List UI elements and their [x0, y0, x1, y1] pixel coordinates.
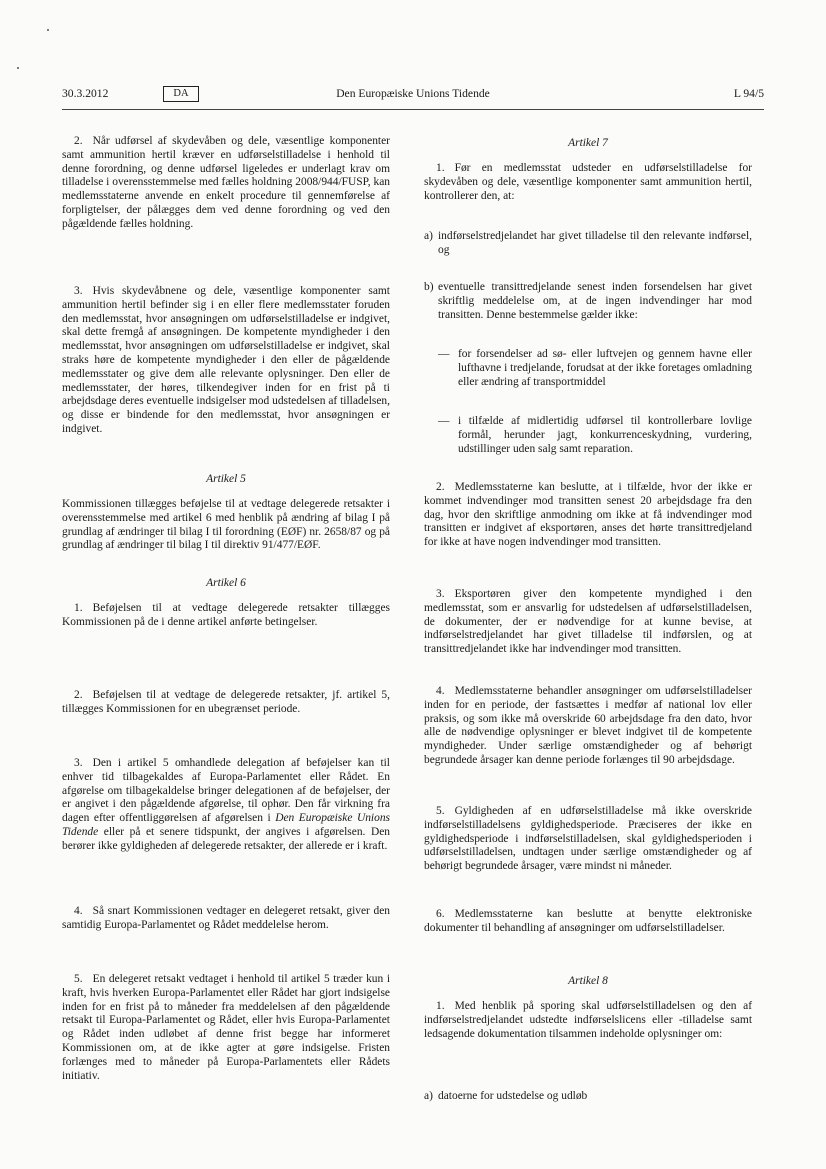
article-7-paragraph-4: 4. Medlemsstaterne behandler ansøgninger om udførselstilladelser inden for en periode, der fastsættes i medfør af national lov eller praksis, og som ikke må overskride 60 arbejdsdage fra den dato, hvor alle de nødvendige oplysninger er blevet indgivet til de kompetente myndigheder. Under særlige omstændigheder og af behørigt begrundede årsager kan denne periode forlænges til 90 arbejdsdage. — [424, 685, 752, 766]
article-7-indent-1: — for forsendelser ad sø- eller luftvejen og gennem havne eller lufthavne i tredjelande, forudsat at der ikke foretages omladning eller ændring af transportmiddel — [438, 348, 752, 388]
article-4-paragraph-3: 3. Hvis skydevåbnene og dele, væsentlige komponenter samt ammunition hertil befinder sig i en eller flere medlemsstater foruden den medlemsstat, hvor ansøgningen om udførselstilladelse er indgivet, skal dette fremgå af ansøgningen. De kompetente myndigheder i den medlemsstat, hvor ansøgningen om udførselstilladelse er indgivet, skal straks høre de kompetente myndigheder i den eller de pågældende medlemsstater og give dem alle relevante oplysninger. Den eller de medlemsstater, der høres, tilkendegiver inden for en frist på ti arbejdsdage deres eventuelle indsigelser mod udstedelsen af tilladelsen, og disse er bindende for den medlemsstat, hvor ansøgningen er indgivet. — [62, 285, 390, 435]
article-7-paragraph-3: 3. Eksportøren giver den kompetente myndighed i den medlemsstat, som er ansvarlig for udstedelsen af udførselstilladelsen, de dokumenter, der er nødvendige for at kunne bevise, at indførselstredjelandet har givet tilladelse til indførslen, og at transittredjelandet ikke har indvendinger mod transitten. — [424, 588, 752, 656]
article-4-paragraph-2: 2. Når udførsel af skydevåben og dele, væsentlige komponenter samt ammunition hertil kræver en udførselstilladelse i henhold til denne forordning, og denne udførsel ligeledes er underlagt krav om tilladelse i overensstemmelse med fælles holdning 2008/944/FUSP, kan medlemsstaterne anvende en enkelt procedure til gennemførelse af forpligtelser, der pålægges dem ved denne forordning og ved den pågældende fælles holdning. — [62, 135, 390, 230]
article-6-paragraph-2: 2. Beføjelsen til at vedtage de delegerede retsakter, jf. artikel 5, tillægges Kommissionen for en ubegrænset periode. — [62, 689, 390, 715]
article-6-paragraph-5: 5. En delegeret retsakt vedtaget i henhold til artikel 5 træder kun i kraft, hvis hverken Europa-Parlamentet eller Rådet har gjort indsigelse inden for en frist på to måneder fra meddelelsen af den pågældende retsakt til Europa-Parlamentet og Rådet, eller hvis Europa-Parlamentet og Rådet inden udløbet af denne frist begge har informeret Kommissionen om, at de ikke agter at gøre indsigelse. Fristen forlænges med to måneder på Europa-Parlamentets eller Rådets initiativ. — [62, 973, 390, 1082]
article-5-heading: Artikel 5 — [206, 473, 246, 485]
article-6-heading: Artikel 6 — [206, 577, 246, 589]
article-7-point-a: a) indførselstredjelandet har givet tilladelse til den relevante indførsel, og — [424, 230, 752, 256]
article-7-indent-2: — i tilfælde af midlertidig udførsel til kontrollerbare lovlige formål, herunder jagt, konkurrenceskydning, vurdering, udstillinger uden salg samt reparation. — [438, 415, 752, 455]
article-7-paragraph-5: 5. Gyldigheden af en udførselstilladelse må ikke overskride indførselstilladelsens gyldighedsperiode. Præciseres der ikke en gyldighedsperiode i indførselstilladelsen, skal gyldighedsperioden i udførselstilladelsen, undtagen under særlige omstændigheder og af behørigt begrundede årsager, være mindst ni måneder. — [424, 805, 752, 873]
article-6-paragraph-3: 3. Den i artikel 5 omhandlede delegation af beføjelser kan til enhver tid tilbagekaldes af Europa-Parlamentet eller Rådet. En afgørelse om tilbagekaldelse bringer delegationen af de beføjelser, der er angivet i den pågældende afgørelse, til ophør. Den får virkning fra dagen efter offentliggørelsen af afgørelsen i Den Europæiske Unions Tidende eller på et senere tidspunkt, der angives i afgørelsen. Den berører ikke gyldigheden af delegerede retsakter, der allerede er i kraft. — [62, 757, 390, 852]
journal-title: Den Europæiske Unions Tidende — [336, 87, 490, 100]
language-badge: DA — [163, 86, 199, 102]
article-7-paragraph-6: 6. Medlemsstaterne kan beslutte at benytte elektroniske dokumenter til behandling af ansøgninger om udførselstilladelser. — [424, 908, 752, 934]
header-rule — [62, 109, 764, 110]
article-8-heading: Artikel 8 — [568, 975, 608, 987]
article-5-text: Kommissionen tillægges beføjelse til at vedtage delegerede retsakter i overensstemmelse med artikel 6 med henblik på ændring af bilag I på grundlag af ændringer til bilag I til forordning (EØF) nr. 2658/87 og på grundlag af ændringer til bilag I til direktiv 91/477/EØF. — [62, 498, 390, 552]
page-header — [62, 87, 764, 105]
publication-date: 30.3.2012 — [62, 87, 109, 100]
article-6-paragraph-1: 1. Beføjelsen til at vedtage delegerede retsakter tillægges Kommissionen på de i denne artikel anførte betingelser. — [62, 602, 390, 628]
article-8-paragraph-1: 1. Med henblik på sporing skal udførselstilladelsen og den af indførselstredjelandet udstedte indførselslicens eller -tilladelse samt ledsagende dokumentation tilsammen indeholde oplysninger om: — [424, 1000, 752, 1040]
article-7-point-b: b) eventuelle transittredjelande senest inden forsendelsen har givet skriftlig meddelelse om, at de ingen indvendinger har mod transitten. Denne bestemmelse gælder ikke: — [424, 281, 752, 321]
article-8-point-a: a) datoerne for udstedelse og udløb — [424, 1090, 588, 1102]
scan-speck — [17, 67, 19, 69]
article-7-paragraph-1: 1. Før en medlemsstat udsteder en udførselstilladelse for skydevåben og dele, væsentlige komponenter samt ammunition hertil, kontrollerer den, at: — [424, 162, 752, 202]
page-number: L 94/5 — [733, 87, 764, 100]
article-7-heading: Artikel 7 — [568, 137, 608, 149]
scan-speck — [47, 29, 49, 31]
article-6-paragraph-4: 4. Så snart Kommissionen vedtager en delegeret retsakt, giver den samtidig Europa-Parlamentet og Rådet meddelelse herom. — [62, 905, 390, 931]
article-7-paragraph-2: 2. Medlemsstaterne kan beslutte, at i tilfælde, hvor der ikke er kommet indvendinger mod transitten senest 20 arbejdsdage fra den dag, hvor den skriftlige anmodning om ikke at få indvendinger mod transitten er indgivet af eksportøren, anses det hørte transittredjeland for ikke at have nogen indvendinger mod transitten. — [424, 481, 752, 549]
